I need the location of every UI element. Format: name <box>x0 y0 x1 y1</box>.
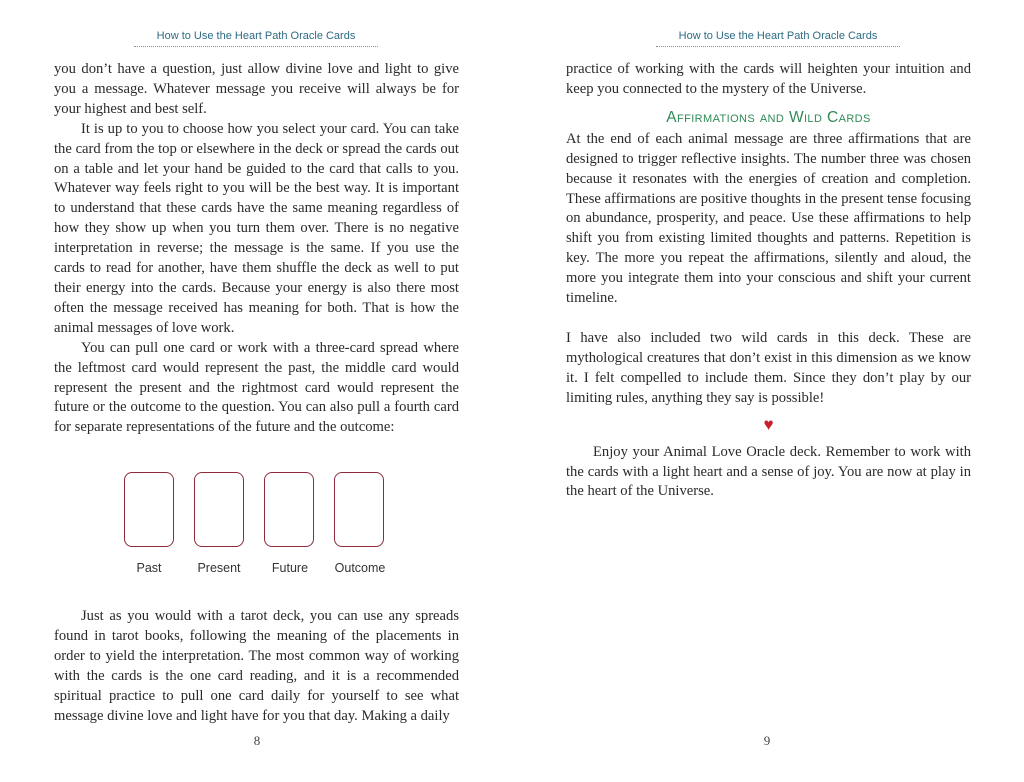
heart-icon: ♥ <box>763 414 774 434</box>
running-head: How to Use the Heart Path Oracle Cards <box>656 30 900 47</box>
paragraph: practice of working with the cards will heighten your intuition and keep you connected to the mystery of the Universe. <box>566 61 971 97</box>
card-outline-present <box>194 472 244 547</box>
card-label-future: Future <box>271 561 309 576</box>
right-page-body <box>566 60 971 502</box>
card-label-past: Past <box>136 561 162 576</box>
paragraph: I have also included two wild cards in this deck. These are mythological creatures that don’t exist in this dimension as we know it. I felt compelled to include them. Since they don’t play by our limiting rules, anything they say is possible! <box>566 329 971 406</box>
card-spread-diagram <box>54 462 459 587</box>
paragraph: At the end of each animal message are three affirmations that are designed to trigger reflective insights. The number three was chosen because it resonates with the energies of creation and completion. These affirmations are positive thoughts in the present tense focusing on abundance, prosperity, and peace. Use these affirmations to help shift you from existing limited thoughts and patterns. Repetition is key. The more you repeat the affirmations, silently and aloud, the more you integrate them into your conscious and shift your current timeline. <box>566 130 971 307</box>
card-outline-future <box>264 472 314 547</box>
card-label-present: Present <box>197 561 241 576</box>
running-head: How to Use the Heart Path Oracle Cards <box>134 30 378 47</box>
card-label-outcome: Outcome <box>334 561 386 576</box>
paragraph: It is up to you to choose how you select your card. You can take the card from the top or elsewhere in the deck or spread the cards out on a table and let your hand be guided to the card that calls to you. Whatever way feels right to you will be the best way. It is important to understand that these cards have the same meaning regardless of how they show up when you turn them over. There is no negative interpretation in reverse; the message is the same. If you use the cards to read for another, have them shuffle the deck as well to put their energy into the cards. Because your energy is also there most often the message received has meaning for both. That is how the animal messages of love work. <box>54 120 459 336</box>
page-number: 9 <box>763 733 771 748</box>
card-outline-outcome <box>334 472 384 547</box>
left-page-body <box>54 60 459 727</box>
section-heading: Affirmations and Wild Cards <box>666 108 871 126</box>
card-outline-past <box>124 472 174 547</box>
paragraph: Just as you would with a tarot deck, you can use any spreads found in tarot books, following the meaning of the placements in order to yield the interpretation. The most common way of working with the cards is the one card reading, and it is a recommended spiritual practice to pull one card daily for yourself to see what message divine love and light have for you that day. Making a daily <box>54 608 459 724</box>
paragraph: Enjoy your Animal Love Oracle deck. Remember to work with the cards with a light heart and a sense of joy. You are now at play in the heart of the Universe. <box>566 443 971 500</box>
right-page <box>512 0 1024 782</box>
paragraph: You can pull one card or work with a three-card spread where the leftmost card would represent the past, the middle card would represent the present and the rightmost card would represent the future or the outcome to the question. You can also pull a fourth card for separate representations of the future and the outcome: <box>54 339 459 436</box>
page-number: 8 <box>253 733 261 748</box>
paragraph: you don’t have a question, just allow divine love and light to give you a message. Whatever message you receive will always be for your highest and best self. <box>54 61 459 117</box>
